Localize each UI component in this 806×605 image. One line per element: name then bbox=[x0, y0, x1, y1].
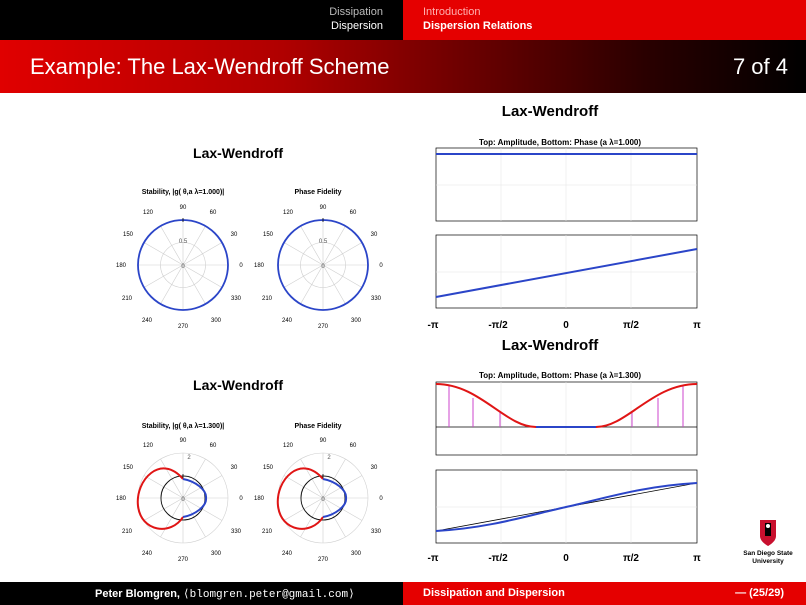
line-figure-top bbox=[428, 103, 702, 331]
svg-text:60: 60 bbox=[349, 443, 357, 449]
svg-text:330: 330 bbox=[370, 296, 382, 302]
svg-text:240: 240 bbox=[281, 551, 293, 557]
svg-text:180: 180 bbox=[115, 496, 127, 502]
svg-text:150: 150 bbox=[122, 232, 134, 238]
footer-page: — (25/29) bbox=[735, 587, 784, 599]
nav-subsection-dispersion-relations[interactable]: Dispersion Relations bbox=[423, 20, 533, 32]
svg-text:π: π bbox=[693, 320, 701, 331]
polar-top-stability-title: Stability, |g( θ,a λ=1.000)| bbox=[141, 189, 225, 196]
polar-top-stability bbox=[116, 205, 243, 330]
logo-line1: San Diego State bbox=[743, 550, 793, 557]
polar-bottom-stability bbox=[116, 438, 243, 563]
line-top-phase-panel bbox=[436, 235, 697, 308]
university-logo bbox=[743, 520, 793, 565]
slide-title: Example: The Lax-Wendroff Scheme bbox=[30, 54, 390, 79]
svg-text:0: 0 bbox=[563, 553, 569, 564]
svg-text:90: 90 bbox=[179, 205, 187, 211]
footer-course: Dissipation and Dispersion bbox=[423, 587, 565, 599]
polar-figure-top bbox=[116, 145, 383, 330]
svg-text:150: 150 bbox=[262, 232, 274, 238]
svg-text:210: 210 bbox=[261, 296, 273, 302]
nav-subsection-introduction[interactable]: Introduction bbox=[423, 6, 481, 18]
line-bottom-amplitude-panel bbox=[436, 382, 697, 455]
svg-text:90: 90 bbox=[319, 438, 327, 444]
svg-text:60: 60 bbox=[209, 210, 217, 216]
svg-text:150: 150 bbox=[262, 465, 274, 471]
amplitude-curve-left bbox=[436, 384, 536, 427]
svg-text:0: 0 bbox=[239, 263, 243, 269]
svg-text:300: 300 bbox=[210, 318, 222, 324]
svg-text:30: 30 bbox=[230, 232, 238, 238]
svg-text:π/2: π/2 bbox=[623, 553, 639, 564]
svg-text:0: 0 bbox=[379, 263, 383, 269]
svg-text:120: 120 bbox=[142, 210, 154, 216]
amplitude-curve-right bbox=[596, 384, 697, 427]
polar-figure-bottom bbox=[116, 377, 383, 563]
line-top-subtitle: Top: Amplitude, Bottom: Phase (a λ=1.000) bbox=[478, 138, 642, 147]
svg-text:0: 0 bbox=[181, 264, 185, 270]
svg-text:150: 150 bbox=[122, 465, 134, 471]
svg-text:0.5: 0.5 bbox=[178, 239, 188, 245]
svg-text:300: 300 bbox=[210, 551, 222, 557]
footer-email: ⟨blomgren.peter@gmail.com⟩ bbox=[183, 589, 355, 601]
svg-text:90: 90 bbox=[179, 438, 187, 444]
svg-text:30: 30 bbox=[370, 465, 378, 471]
footer-author: Peter Blomgren, ⟨blomgren.peter@gmail.com⟩ bbox=[95, 588, 355, 601]
polar-bottom-phase bbox=[254, 438, 383, 563]
polar-top-phase-title: Phase Fidelity bbox=[294, 189, 342, 196]
polar-bottom-stability-title: Stability, |g( θ,a λ=1.300)| bbox=[141, 423, 225, 430]
nav-section-dispersion[interactable]: Dispersion bbox=[331, 20, 383, 32]
footer-left bbox=[0, 582, 403, 605]
polar-top-title: Lax-Wendroff bbox=[193, 145, 283, 161]
svg-text:90: 90 bbox=[319, 205, 327, 211]
polar-top-phase bbox=[254, 205, 383, 330]
svg-text:0: 0 bbox=[563, 320, 569, 331]
svg-text:60: 60 bbox=[349, 210, 357, 216]
svg-text:0: 0 bbox=[321, 497, 325, 503]
svg-text:0: 0 bbox=[379, 496, 383, 502]
svg-text:0: 0 bbox=[321, 264, 325, 270]
footer-right bbox=[403, 582, 806, 605]
svg-text:330: 330 bbox=[230, 296, 242, 302]
svg-text:180: 180 bbox=[253, 263, 265, 269]
svg-text:π/2: π/2 bbox=[623, 320, 639, 331]
svg-text:180: 180 bbox=[253, 496, 265, 502]
svg-text:180: 180 bbox=[115, 263, 127, 269]
svg-text:210: 210 bbox=[121, 296, 133, 302]
svg-text:-π: -π bbox=[427, 553, 439, 564]
shield-icon bbox=[760, 520, 776, 546]
svg-text:-π/2: -π/2 bbox=[488, 553, 508, 564]
slide-page-label: 7 of 4 bbox=[732, 54, 788, 79]
footer-bar bbox=[0, 582, 806, 605]
logo-line2: University bbox=[752, 558, 784, 565]
line-top-x-ticks bbox=[428, 320, 702, 331]
polar-bottom-phase-title: Phase Fidelity bbox=[294, 423, 342, 430]
line-bottom-title: Lax-Wendroff bbox=[501, 337, 599, 354]
svg-text:-π: -π bbox=[427, 320, 439, 331]
svg-text:270: 270 bbox=[177, 324, 189, 330]
svg-text:300: 300 bbox=[350, 551, 362, 557]
svg-text:2: 2 bbox=[187, 455, 191, 461]
svg-text:-π/2: -π/2 bbox=[488, 320, 508, 331]
svg-text:270: 270 bbox=[317, 557, 329, 563]
nav-section-dissipation[interactable]: Dissipation bbox=[329, 6, 383, 18]
svg-text:120: 120 bbox=[282, 443, 294, 449]
polar-bottom-title: Lax-Wendroff bbox=[193, 377, 283, 393]
svg-text:240: 240 bbox=[281, 318, 293, 324]
svg-text:210: 210 bbox=[121, 529, 133, 535]
line-figure-bottom bbox=[428, 337, 702, 564]
svg-text:120: 120 bbox=[142, 443, 154, 449]
svg-text:0.5: 0.5 bbox=[318, 239, 328, 245]
svg-text:300: 300 bbox=[350, 318, 362, 324]
svg-text:60: 60 bbox=[209, 443, 217, 449]
phase-line bbox=[436, 249, 697, 297]
svg-text:240: 240 bbox=[141, 551, 153, 557]
line-top-amplitude-panel bbox=[436, 148, 697, 221]
svg-text:120: 120 bbox=[282, 210, 294, 216]
svg-text:330: 330 bbox=[370, 529, 382, 535]
svg-text:240: 240 bbox=[141, 318, 153, 324]
svg-text:2: 2 bbox=[327, 455, 331, 461]
svg-text:210: 210 bbox=[261, 529, 273, 535]
svg-text:0: 0 bbox=[239, 496, 243, 502]
svg-text:30: 30 bbox=[370, 232, 378, 238]
svg-text:330: 330 bbox=[230, 529, 242, 535]
line-bottom-subtitle: Top: Amplitude, Bottom: Phase (a λ=1.300) bbox=[478, 371, 642, 380]
svg-text:270: 270 bbox=[317, 324, 329, 330]
line-bottom-x-ticks bbox=[428, 553, 702, 564]
svg-text:30: 30 bbox=[230, 465, 238, 471]
svg-text:270: 270 bbox=[177, 557, 189, 563]
svg-text:0: 0 bbox=[181, 497, 185, 503]
svg-text:π: π bbox=[693, 553, 701, 564]
line-bottom-phase-panel bbox=[436, 470, 697, 543]
line-top-title: Lax-Wendroff bbox=[501, 103, 599, 120]
